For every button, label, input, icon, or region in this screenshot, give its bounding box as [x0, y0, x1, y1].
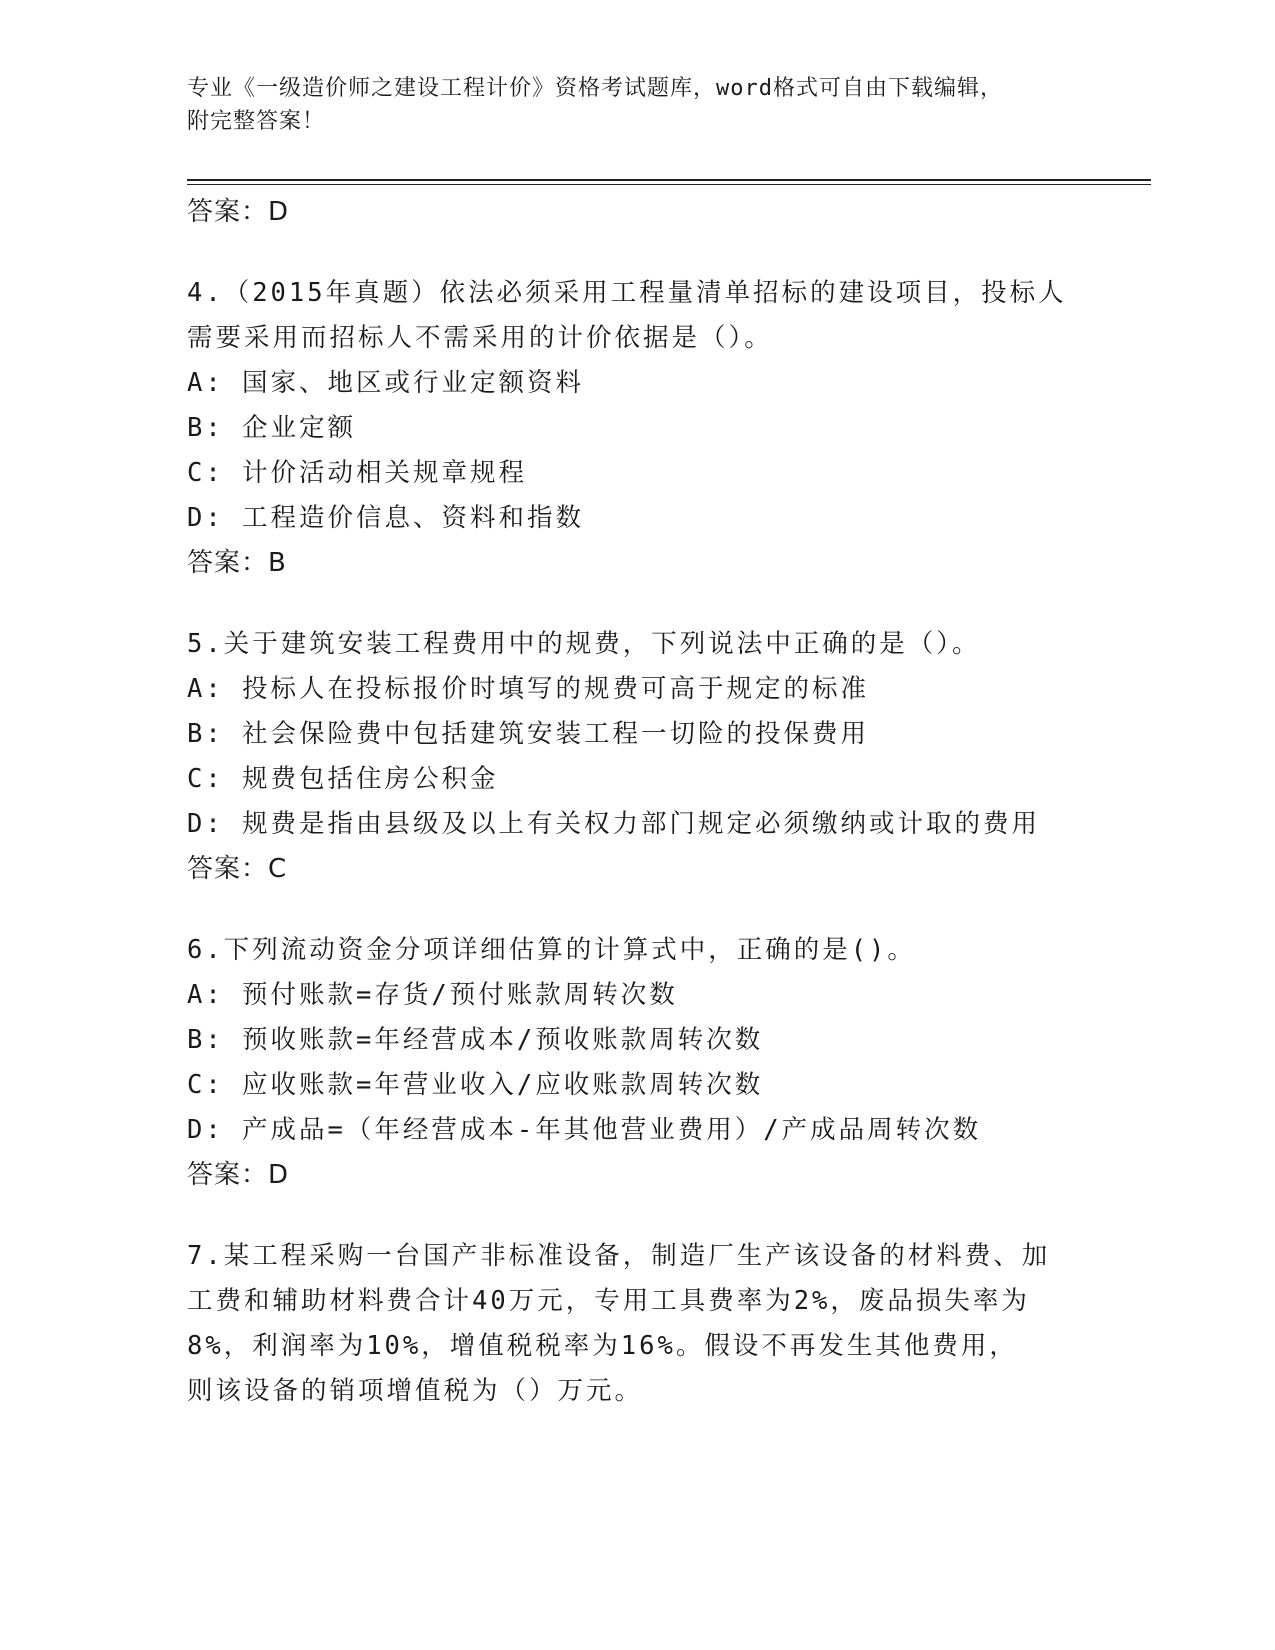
- question-7-stem-line-3: 8%，利润率为10%，增值税税率为16%。假设不再发生其他费用，: [187, 1331, 1018, 1361]
- question-6-option-a: A: 预付账款=存货/预付账款周转次数: [187, 980, 678, 1010]
- question-5: [187, 622, 1147, 891]
- previous-answer: 答案：D: [187, 197, 290, 227]
- spacer: [187, 234, 1147, 271]
- spacer: [187, 891, 1147, 928]
- question-4: [187, 271, 1147, 585]
- header-line-1: 专业《一级造价师之建设工程计价》资格考试题库，word格式可自由下载编辑，: [187, 76, 1003, 101]
- spacer: [187, 1197, 1147, 1234]
- question-4-option-c: C: 计价活动相关规章规程: [187, 458, 528, 488]
- question-5-option-c: C: 规费包括住房公积金: [187, 764, 499, 794]
- document-header: [187, 72, 1087, 138]
- document-body: [187, 190, 1147, 1414]
- question-5-option-d: D: 规费是指由县级及以上有关权力部门规定必须缴纳或计取的费用: [187, 809, 1041, 839]
- question-7-stem-line-1: 7.某工程采购一台国产非标准设备，制造厂生产该设备的材料费、加: [187, 1241, 1051, 1271]
- question-7: [187, 1234, 1147, 1414]
- question-6-option-d: D: 产成品=（年经营成本-年其他营业费用）/产成品周转次数: [187, 1115, 982, 1145]
- question-6-stem-line-1: 6.下列流动资金分项详细估算的计算式中，正确的是()。: [187, 935, 916, 965]
- question-5-answer: 答案：C: [187, 854, 288, 884]
- question-5-option-a: A: 投标人在投标报价时填写的规费可高于规定的标准: [187, 674, 870, 704]
- question-4-answer: 答案：B: [187, 548, 287, 578]
- question-6-option-c: C: 应收账款=年营业收入/应收账款周转次数: [187, 1070, 764, 1100]
- question-4-stem-line-2: 需要采用而招标人不需采用的计价依据是（）。: [187, 323, 773, 353]
- question-4-option-b: B: 企业定额: [187, 413, 357, 443]
- question-5-option-b: B: 社会保险费中包括建筑安装工程一切险的投保费用: [187, 719, 870, 749]
- question-4-stem-line-1: 4.（2015年真题）依法必须采用工程量清单招标的建设项目，投标人: [187, 278, 1067, 308]
- header-line-2: 附完整答案！: [187, 109, 326, 134]
- question-4-option-d: D: 工程造价信息、资料和指数: [187, 503, 585, 533]
- question-7-stem-line-4: 则该设备的销项增值税为（）万元。: [187, 1376, 644, 1406]
- question-4-option-a: A: 国家、地区或行业定额资料: [187, 368, 585, 398]
- header-divider-thin: [187, 184, 1151, 185]
- header-divider-thick: [187, 179, 1151, 181]
- question-5-stem-line-1: 5.关于建筑安装工程费用中的规费，下列说法中正确的是（）。: [187, 629, 981, 659]
- question-7-stem-line-2: 工费和辅助材料费合计40万元，专用工具费率为2%，废品损失率为: [187, 1286, 1030, 1316]
- question-6-answer: 答案：D: [187, 1160, 290, 1190]
- question-6-option-b: B: 预收账款=年经营成本/预收账款周转次数: [187, 1025, 764, 1055]
- spacer: [187, 585, 1147, 622]
- question-6: [187, 928, 1147, 1197]
